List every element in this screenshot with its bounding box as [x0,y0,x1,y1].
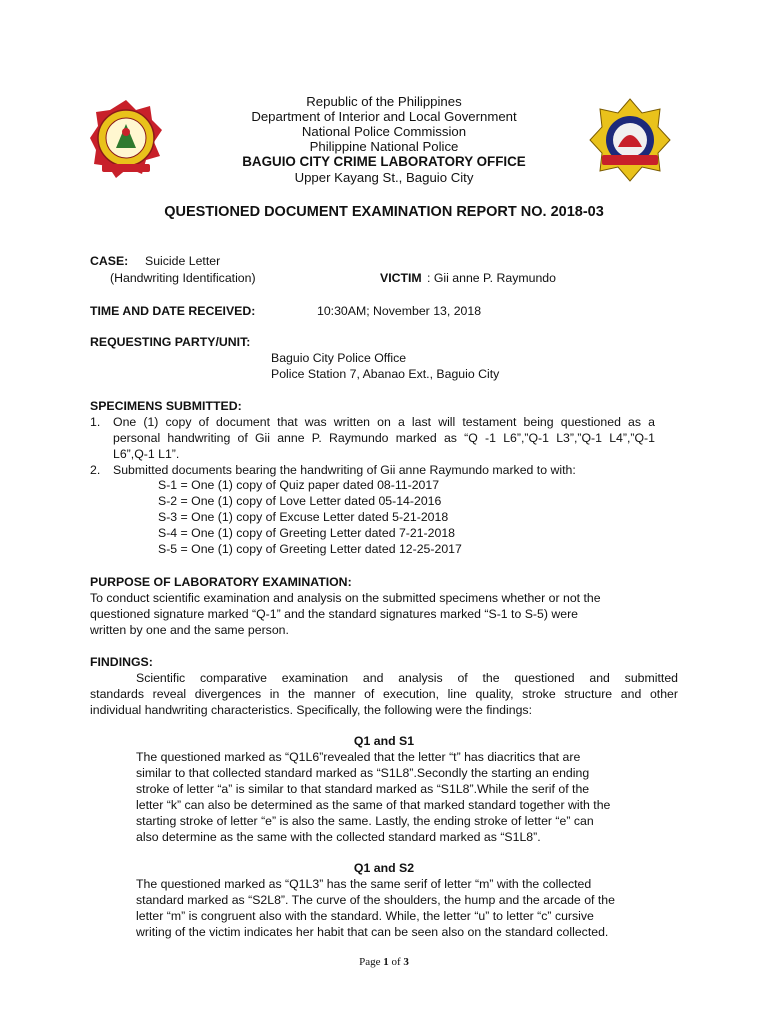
q1-s1-line: The questioned marked as “Q1L6”revealed that the letter “t” has diacritics that are [136,750,581,764]
specimen-item-1-line: personal handwriting of Gii anne P. Raymundo marked as “Q -1 L6”,”Q-1 L3”,”Q-1 L4”,”Q-1 [113,431,655,446]
findings-paragraph [90,670,678,718]
q1-s1-line: similar to that collected standard marked as “S1L8”.Secondly the starting an ending [136,766,590,781]
header-office: BAGUIO CITY CRIME LABORATORY OFFICE [242,154,526,169]
purpose-paragraph [90,590,670,638]
page-number-current: 1 [383,956,389,968]
received-value: 10:30AM; November 13, 2018 [317,304,482,318]
specimen-item-number: 2. [90,463,101,477]
header-republic: Republic of the Philippines [306,94,462,109]
specimen-item-1-line: One (1) copy of document that was written on a last will testament being questioned as a [113,415,655,429]
specimen-item-1-line: L6”,Q-1 L1”. [113,447,180,462]
findings-line: Scientific comparative examination and analysis of the questioned and submitted [136,671,678,685]
case-sub: (Handwriting Identification) [110,271,256,285]
q1-s2-line: writing of the victim indicates her habit that can be seen also on the standard collected. [136,925,609,940]
q1-s2-paragraph [136,876,676,940]
specimen-item-1 [113,414,655,462]
findings-line: individual handwriting characteristics. Specifically, the following were the findings: [90,703,532,718]
page-number-total: 3 [403,956,409,968]
header-department: Department of Interior and Local Government [251,109,517,124]
q1-s1-paragraph [136,749,676,846]
standard-s3: S-3 = One (1) copy of Excuse Letter dated 5-21-2018 [158,510,449,524]
header-police: Philippine National Police [309,139,459,154]
header-address: Upper Kayang St., Baguio City [294,170,474,185]
purpose-line: questioned signature marked “Q-1” and the standard signatures marked “S-1 to S-5) were [90,607,579,622]
page-number-middle: of [388,956,404,968]
case-value: Suicide Letter [145,254,221,268]
q1-s2-line: letter “m” is congruent also with the standard. While, the letter “u” to letter “c” cursive [136,909,594,924]
purpose-label: PURPOSE OF LABORATORY EXAMINATION: [90,575,352,589]
page-number [0,956,768,968]
report-title: QUESTIONED DOCUMENT EXAMINATION REPORT NO. 2018-03 [164,204,604,220]
page-number-prefix: Page [359,956,384,968]
q1-s2-line: The questioned marked as “Q1L3” has the same serif of letter “m” with the collected [136,877,592,891]
victim-label: VICTIM [380,271,422,285]
specimens-label: SPECIMENS SUBMITTED: [90,399,242,413]
requesting-line2: Police Station 7, Abanao Ext., Baguio City [271,367,500,381]
q1-s1-heading: Q1 and S1 [353,734,415,748]
q1-s1-line: also determine as the same with the collected standard marked as “S1L8”. [136,830,541,845]
victim-value: : Gii anne P. Raymundo [427,271,556,285]
standard-s2: S-2 = One (1) copy of Love Letter dated 05-14-2016 [158,494,442,508]
case-label: CASE: [90,254,129,268]
findings-label: FINDINGS: [90,655,153,669]
purpose-line: To conduct scientific examination and analysis on the submitted specimens whether or not the [90,591,601,605]
q1-s2-line: standard marked as “S2L8”. The curve of the shoulders, the hump and the arcade of the [136,893,615,908]
standard-s4: S-4 = One (1) copy of Greeting Letter dated 7-21-2018 [158,526,456,540]
standard-s5: S-5 = One (1) copy of Greeting Letter dated 12-25-2017 [158,542,462,556]
q1-s1-line: starting stroke of letter “e” is also the same. Lastly, the ending stroke of letter “e” can [136,814,594,829]
requesting-label: REQUESTING PARTY/UNIT: [90,335,251,349]
purpose-line: written by one and the same person. [90,623,289,638]
received-label: TIME AND DATE RECEIVED: [90,304,256,318]
specimen-item-number: 1. [90,415,101,429]
q1-s1-line: letter “k” can also be determined as the same of that marked standard together with the [136,798,611,813]
specimen-item-2: Submitted documents bearing the handwriting of Gii anne Raymundo marked to with: [113,463,576,477]
standard-s1: S-1 = One (1) copy of Quiz paper dated 08-11-2017 [158,478,440,492]
header-commission: National Police Commission [301,124,467,139]
requesting-line1: Baguio City Police Office [271,351,407,365]
findings-line: standards reveal divergences in the manner of execution, line quality, stroke structure and other [90,687,678,702]
q1-s1-line: stroke of letter “a” is similar to that standard marked as “S1L8”.While the serif of the [136,782,590,797]
q1-s2-heading: Q1 and S2 [353,861,415,875]
